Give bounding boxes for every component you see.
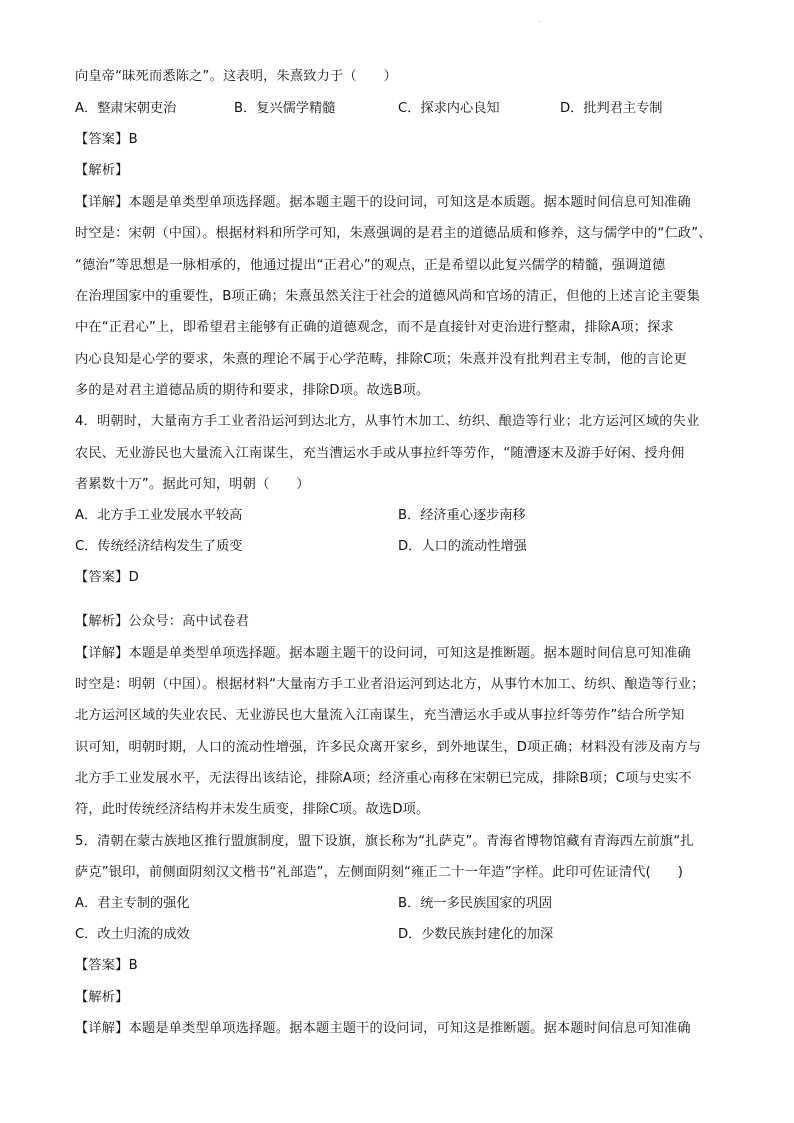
q3-detail-line: 【详解】本题是单类型单项选择题。据本题主题干的设问词，可知这是本质题。据本题时间信息可知准确 — [75, 195, 691, 210]
answer-prefix: 【答案】 — [75, 570, 129, 585]
q4-stem-line: 者累数十万”。据此可知，明朝（ ） — [75, 477, 310, 492]
q3-option-c: C．探求内心良知 — [398, 101, 500, 116]
q3-detail-line: 时空是：宋朝（中国）。根据材料和所学可知，朱熹强调的是君主的道德品质和修养，这与儒学中的“仁政”、 — [75, 226, 712, 241]
answer-prefix: 【答案】 — [75, 132, 129, 147]
q4-analysis-line: 【解析】公众号：高中试卷君 — [75, 614, 250, 629]
q3-option-d: D．批判君主专制 — [560, 101, 663, 116]
q4-option-a: A．北方手工业发展水平较高 — [75, 508, 243, 523]
q3-option-b: B．复兴儒学精髓 — [234, 101, 336, 116]
q5-stem-line: 萨克”银印，前侧面阴刻汉文楷书“礼部造”，左侧面阴刻“雍正二十一年造”字样。此印可佐证清代( ) — [75, 865, 684, 880]
q3-answer-value: B — [128, 132, 138, 147]
q5-analysis-label: 【解析】 — [75, 990, 129, 1005]
q4-answer — [75, 570, 730, 586]
q5-option-a: A．君主专制的强化 — [75, 896, 190, 911]
q3-stem-tail: 向皇帝“昧死而悉陈之”。这表明，朱熹致力于（ ） — [75, 69, 397, 84]
answer-prefix: 【答案】 — [75, 958, 129, 973]
q3-detail-line: “德治”等思想是一脉相承的，他通过提出“正君心”的观点，正是希望以此复兴儒学的精髓，强调道德 — [75, 258, 666, 273]
q4-answer-value: D — [128, 570, 139, 585]
q3-detail-line: 多的是对君主道德品质的期待和要求，排除D项。故选B项。 — [75, 383, 430, 398]
q4-detail-line: 北方手工业发展水平，无法得出该结论，排除A项；经济重心南移在宋朝已完成，排除B项；C项与史实不 — [75, 771, 692, 786]
q5-answer — [75, 958, 730, 974]
q4-option-b: B．经济重心逐步南移 — [398, 508, 526, 523]
q4-detail-line: 识可知，明朝时期，人口的流动性增强，许多民众离开家乡，到外地谋生，D项正确；材料没有涉及南方与 — [75, 740, 702, 755]
q5-option-d: D．少数民族封建化的加深 — [398, 927, 554, 942]
q3-detail-line: 内心良知是心学的要求，朱熹的理论不属于心学范畴，排除C项；朱熹并没有批判君主专制，他的言论更 — [75, 352, 687, 367]
q5-option-c: C．改土归流的成效 — [75, 927, 190, 942]
q4-detail-line: 【详解】本题是单类型单项选择题。据本题主题干的设问词，可知这是推断题。据本题时间信息可知准确 — [75, 646, 691, 661]
q4-detail-line: 符，此时传统经济结构并未发生质变，排除C项。故选D项。 — [75, 802, 430, 817]
q3-detail-line: 中在“正君心”上，即希望君主能够有正确的道德观念，而不是直接针对吏治进行整肃，排除A项；探求 — [75, 320, 674, 335]
q4-option-d: D．人口的流动性增强 — [398, 539, 527, 554]
top-dot: · — [538, 18, 541, 27]
q4-detail-line: 时空是：明朝（中国）。根据材料“大量南方手工业者沿运河到达北方，从事竹木加工、纺织、酿造等行业； — [75, 677, 705, 692]
q3-option-a: A．整肃宋朝吏治 — [75, 101, 177, 116]
q5-stem-line: 5．清朝在蒙古族地区推行盟旗制度，盟下设旗，旗长称为“扎萨克”。青海省博物馆藏有青海西左前旗“扎 — [75, 834, 694, 849]
q5-option-b: B．统一多民族国家的巩固 — [398, 896, 553, 911]
q3-answer — [75, 132, 730, 148]
q4-detail-line: 北方运河区域的失业农民、无业游民也大量流入江南谋生，充当漕运水手或从事拉纤等劳作”结合所学知 — [75, 708, 685, 723]
q4-stem-line: 农民、无业游民也大量流入江南谋生，充当漕运水手或从事拉纤等劳作，“随漕逐末及游手好闲、授舟佣 — [75, 446, 685, 461]
q5-detail-line: 【详解】本题是单类型单项选择题。据本题主题干的设问词，可知这是推断题。据本题时间信息可知准确 — [75, 1021, 691, 1036]
q4-stem-line: 4．明朝时，大量南方手工业者沿运河到达北方，从事竹木加工、纺织、酿造等行业；北方运河区域的失业 — [75, 414, 700, 429]
q4-option-c: C．传统经济结构发生了质变 — [75, 539, 243, 554]
q5-answer-value: B — [128, 958, 138, 973]
q3-analysis-label: 【解析】 — [75, 163, 129, 178]
q3-detail-line: 在治理国家中的重要性，B项正确；朱熹虽然关注于社会的道德风尚和官场的清正，但他的上述言论主要集 — [75, 289, 701, 304]
